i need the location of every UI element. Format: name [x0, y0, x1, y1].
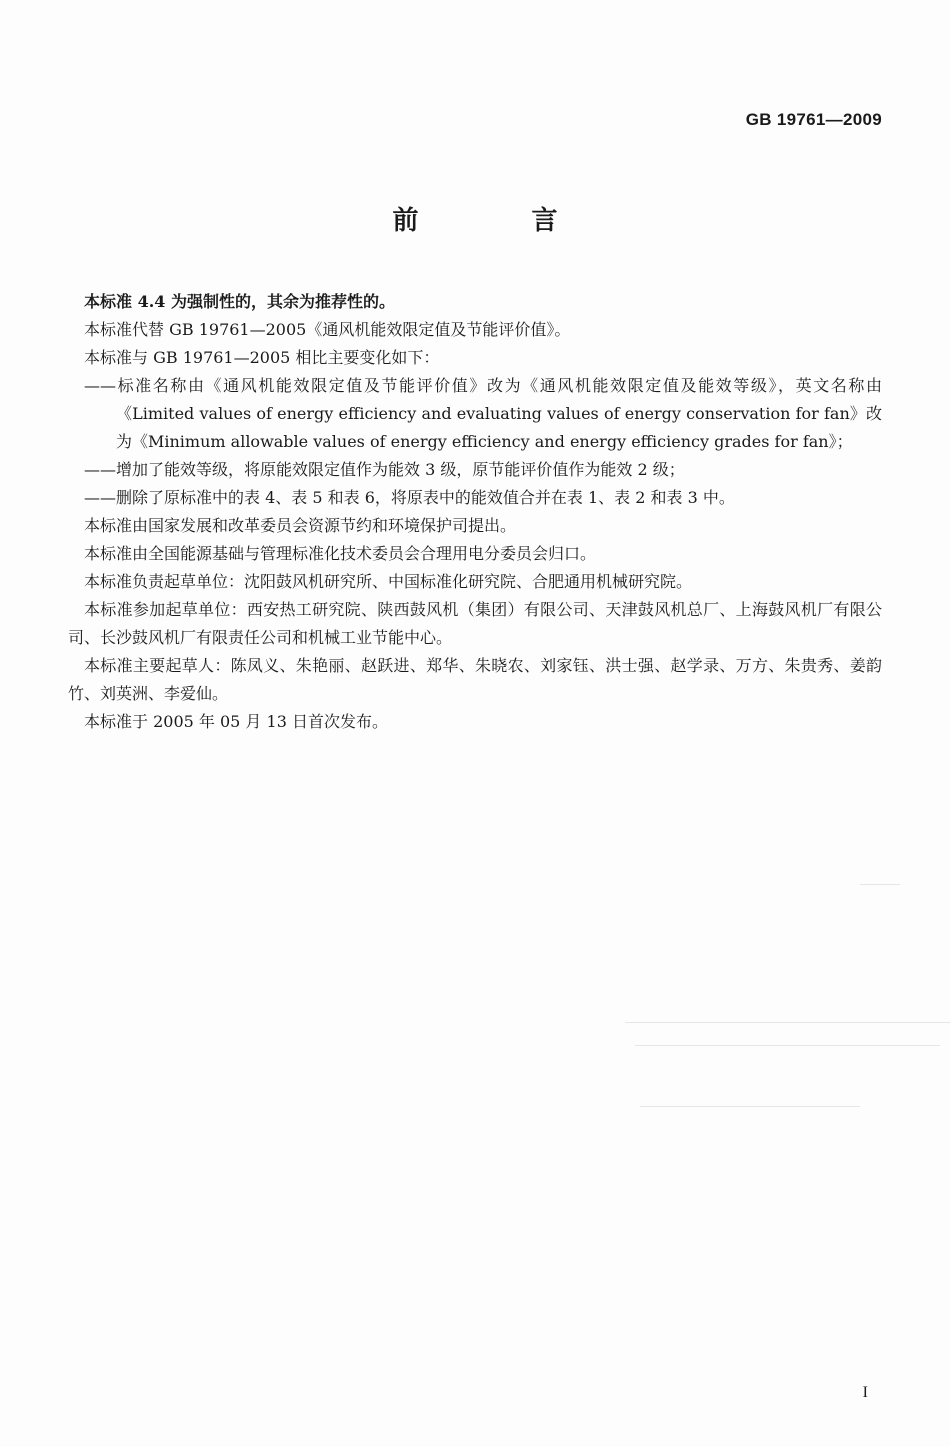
- document-body: [68, 288, 882, 736]
- main-drafters-note: 本标准主要起草人：陈凤义、朱艳丽、赵跃进、郑华、朱晓农、刘家钰、洪士强、赵学录、万方、朱贵秀、姜韵竹、刘英洲、李爱仙。: [68, 656, 882, 703]
- change-item: ——增加了能效等级，将原能效限定值作为能效 3 级，原节能评价值作为能效 2 级；: [84, 460, 685, 479]
- lead-drafters-note: 本标准负责起草单位：沈阳鼓风机研究所、中国标准化研究院、合肥通用机械研究院。: [84, 572, 693, 591]
- scan-artifact: [640, 1106, 860, 1107]
- changes-intro: 本标准与 GB 19761—2005 相比主要变化如下：: [84, 348, 440, 367]
- page-title: 前 言: [392, 206, 610, 236]
- proposer-note: 本标准由国家发展和改革委员会资源节约和环境保护司提出。: [84, 516, 517, 535]
- participating-drafters-note: 本标准参加起草单位：西安热工研究院、陕西鼓风机（集团）有限公司、天津鼓风机总厂、上海鼓风机厂有限公司、长沙鼓风机厂有限责任公司和机械工业节能中心。: [68, 600, 882, 647]
- scan-artifact: [625, 1022, 950, 1023]
- scan-artifact: [635, 1045, 940, 1046]
- change-item: ——删除了原标准中的表 4、表 5 和表 6，将原表中的能效值合并在表 1、表 2 和表 3 中。: [84, 488, 735, 507]
- first-release-note: 本标准于 2005 年 05 月 13 日首次发布。: [84, 712, 388, 731]
- scan-artifact: [860, 884, 900, 885]
- page-number: I: [862, 1384, 868, 1401]
- mandatory-clause-note: 本标准 4.4 为强制性的，其余为推荐性的。: [84, 292, 395, 311]
- replacement-note: 本标准代替 GB 19761—2005《通风机能效限定值及节能评价值》。: [84, 320, 571, 339]
- change-item: ——标准名称由《通风机能效限定值及节能评价值》改为《通风机能效限定值及能效等级》，英文名称由《Limited values of energy efficiency and evaluating values of energy conservation for fan》改为《Minimum allowable values of energy efficiency and energy efficiency grades for fan》；: [84, 376, 882, 451]
- document-code: GB 19761—2009: [745, 110, 882, 129]
- committee-note: 本标准由全国能源基础与管理标准化技术委员会合理用电分委员会归口。: [84, 544, 597, 563]
